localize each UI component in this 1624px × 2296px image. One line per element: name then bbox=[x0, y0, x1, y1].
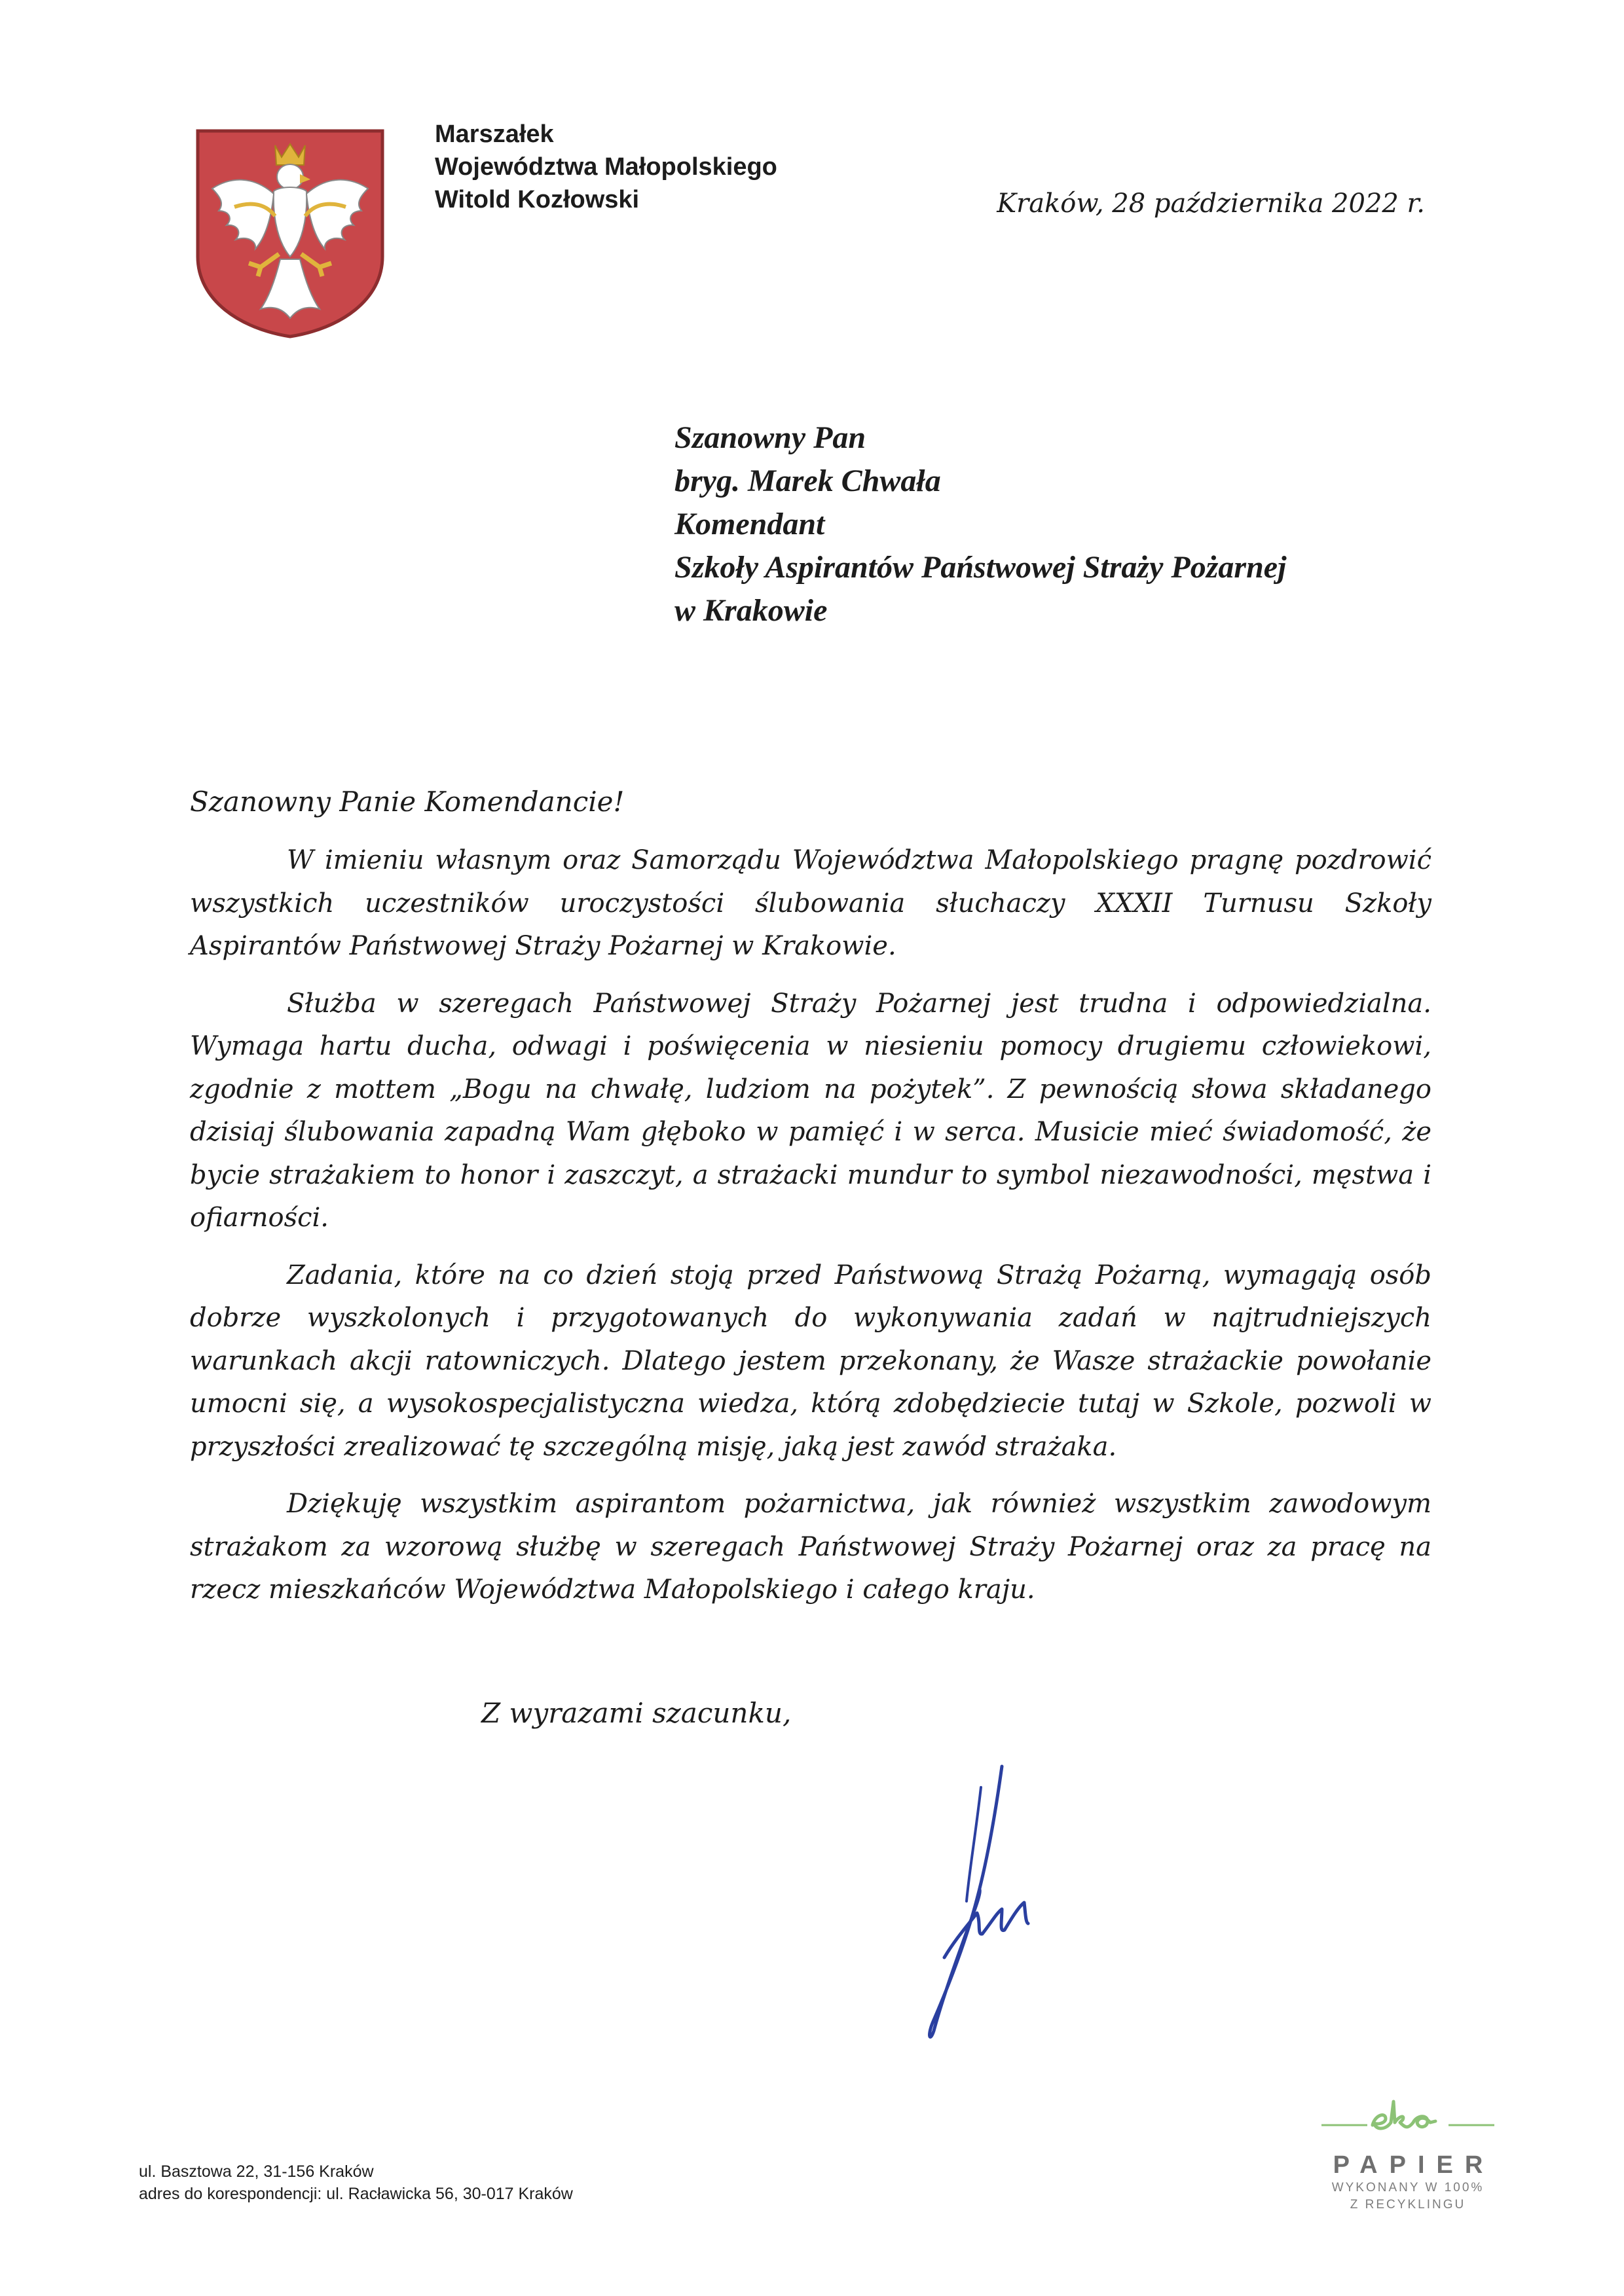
body-paragraph: Dziękuję wszystkim aspirantom pożarnictwa, jak również wszystkim zawodowym strażakom za wzorową służbę w szeregach Państwowej Straży Pożarnej oraz za pracę na rzecz mieszkańców Województwa Małopolskiego i całego kraju. bbox=[190, 1489, 1431, 1605]
coat-of-arms-icon bbox=[195, 128, 385, 339]
addressee-greeting: Szanowny Pan bbox=[674, 420, 866, 455]
eko-recycled-line-1: WYKONANY W 100% bbox=[1331, 2181, 1485, 2195]
eko-papier-label: PAPIER bbox=[1333, 2151, 1495, 2179]
letter-body bbox=[190, 839, 1431, 1626]
body-paragraph: Zadania, które na co dzień stoją przed Państwową Strażą Pożarną, wymagają osób dobrze wyszkolonych i przygotowanych do wykonywania zadań w najtrudniejszych warunkach akcji ratowniczych. Dlatego jestem przekonany, że Wasze strażackie powołanie umocni się, a wysokospecjalistyczna wiedza, którą zdobędziecie tutaj w Szkole, pozwoli w przyszłości zrealizować tę szczególną misję, jaką jest zawód strażaka. bbox=[190, 1260, 1431, 1462]
sender-title: Marszałek bbox=[435, 120, 554, 148]
footer-correspondence-line: adres do korespondencji: ul. Racławicka 56, 30-017 Kraków bbox=[139, 2185, 573, 2203]
footer-address bbox=[139, 2160, 573, 2205]
sender-block bbox=[435, 118, 777, 216]
sender-office: Województwa Małopolskiego bbox=[435, 153, 777, 181]
footer-address-line: ul. Basztowa 22, 31-156 Kraków bbox=[139, 2162, 374, 2181]
salutation: Szanowny Panie Komendancie! bbox=[190, 786, 625, 818]
body-paragraph: Służba w szeregach Państwowej Straży Pożarnej jest trudna i odpowiedzialna. Wymaga hartu ducha, odwagi i poświęcenia w niesieniu pomocy drugiemu człowiekowi, zgodnie z mottem „Bogu na chwałę, ludziom na pożytek”. Z pewnością słowa składanego dzisiaj ślubowania zapadną Wam głęboko w pamięć i w serca. Musicie mieć świadomość, że bycie strażakiem to honor i zaszczyt, a strażacki mundur to symbol niezawodności, męstwa i ofiarności. bbox=[190, 988, 1431, 1233]
eko-papier-badge bbox=[1310, 2082, 1506, 2239]
sender-name: Witold Kozłowski bbox=[435, 186, 640, 213]
addressee-institution: Szkoły Aspirantów Państwowej Straży Pożarnej bbox=[674, 550, 1287, 585]
eko-recycled-line-2: Z RECYKLINGU bbox=[1350, 2198, 1466, 2212]
addressee-role: Komendant bbox=[674, 507, 825, 541]
letter-date: Kraków, 28 października 2022 r. bbox=[997, 189, 1425, 219]
body-paragraph: W imieniu własnym oraz Samorządu Województwa Małopolskiego pragnę pozdrowić wszystkich uczestników uroczystości ślubowania słuchaczy XXXII Turnusu Szkoły Aspirantów Państwowej Straży Pożarnej w Krakowie. bbox=[190, 845, 1431, 961]
addressee-city: w Krakowie bbox=[674, 593, 828, 628]
addressee-block bbox=[674, 416, 1286, 632]
eko-papier-logo-icon bbox=[1310, 2082, 1506, 2147]
signature-icon bbox=[904, 1761, 1061, 2062]
closing-phrase: Z wyrazami szacunku, bbox=[481, 1697, 792, 1729]
addressee-name: bryg. Marek Chwała bbox=[674, 464, 941, 498]
